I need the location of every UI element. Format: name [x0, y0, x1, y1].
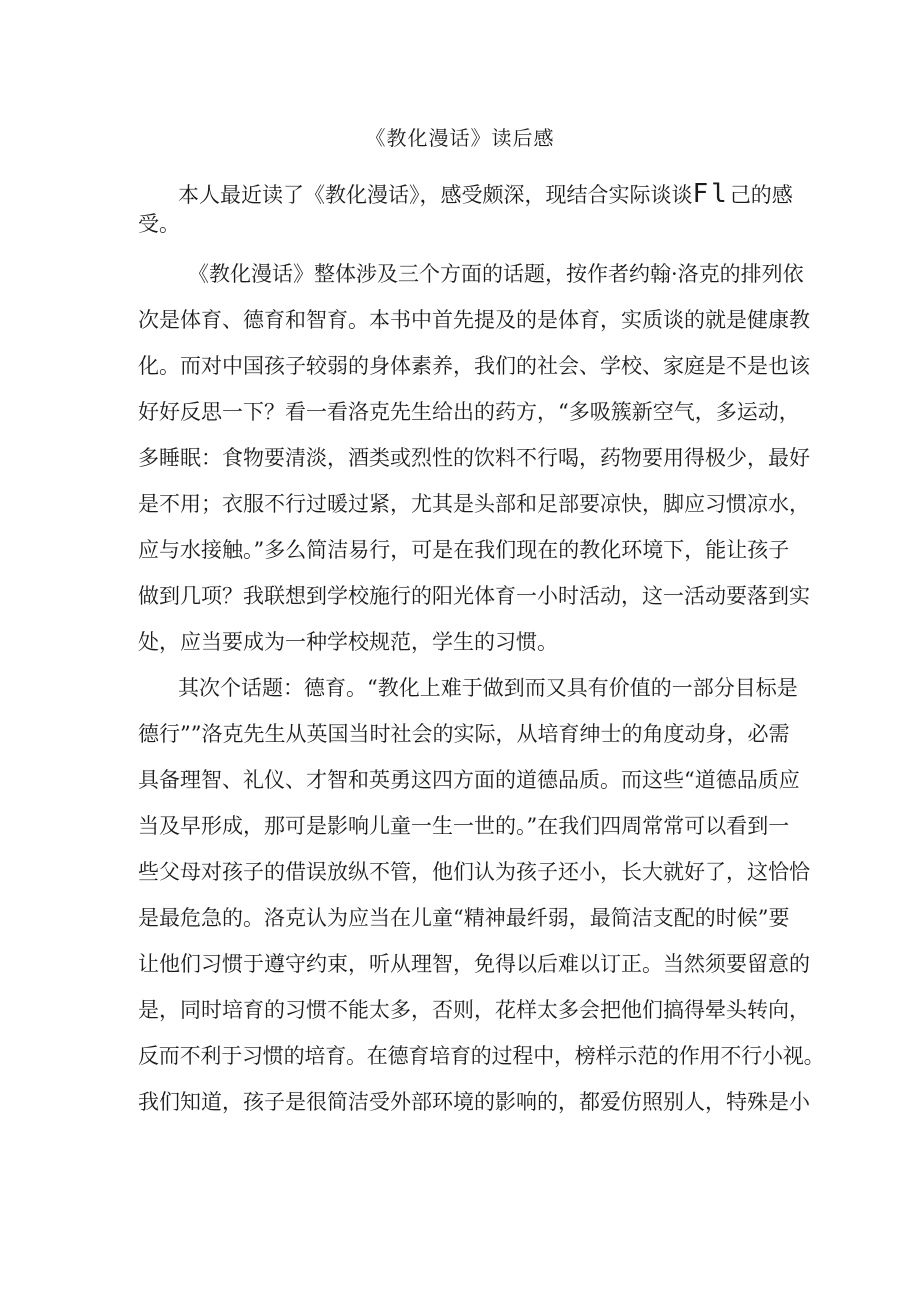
paragraph-2-line: 做到几项？我联想到学校施行的阳光体育一小时活动，这一活动要落到实 [138, 584, 810, 608]
paragraph-3-line: 德行””洛克先生从英国当时社会的实际，从培育绅士的角度动身，必需 [138, 722, 790, 746]
paragraph-3-line: 反而不利于习惯的培育。在德育培育的过程中，榜样示范的作用不行小视。 [138, 1044, 825, 1068]
paragraph-3-line: 我们知道，孩子是很简洁受外部环境的影响的，都爱仿照别人，特殊是小 [138, 1090, 810, 1114]
document-title: 《教化漫话》读后感 [365, 126, 555, 150]
paragraph-2-line: 《教化漫话》整体涉及三个方面的话题，按作者约翰·洛克的排列依 [188, 262, 804, 286]
paragraph-3-line: 让他们习惯于遵守约束，听从理智，免得以后难以订正。当然须要留意的 [138, 952, 810, 976]
paragraph-2-line: 多睡眠：食物要清淡，酒类或烈性的饮料不行喝，药物要用得极少，最好 [138, 446, 810, 470]
paragraph-1-text: 本人最近读了《教化漫话》，感受颇深，现结合实际谈谈 [178, 183, 693, 207]
paragraph-2-line: 是不用；衣服不行过暖过紧，尤其是头部和足部要凉快，脚应习惯凉水， [138, 492, 810, 516]
garbled-text: Fl [692, 179, 730, 209]
paragraph-3-line: 是，同时培育的习惯不能太多，否则，花样太多会把他们搞得晕头转向， [138, 998, 810, 1022]
paragraph-1-line-1 [178, 179, 798, 210]
paragraph-1-text: 己的感 [729, 183, 793, 207]
paragraph-3-line: 是最危急的。洛克认为应当在儿童“精神最纤弱，最简洁支配的时候”要 [138, 906, 790, 930]
paragraph-3-line: 当及早形成，那可是影响儿童一生一世的。”在我们四周常常可以看到一 [138, 814, 790, 838]
paragraph-2-line: 应与水接触。”多么简洁易行，可是在我们现在的教化环境下，能让孩子 [138, 538, 790, 562]
paragraph-2-line: 处，应当要成为一种学校规范，学生的习惯。 [138, 630, 558, 654]
paragraph-3-line: 具备理智、礼仪、才智和英勇这四方面的道德品质。而这些“道德品质应 [138, 768, 800, 792]
paragraph-2-line: 好好反思一下？看一看洛克先生给出的药方，“多吸簇新空气，多运动， [138, 400, 800, 424]
paragraph-1-line-2: 受。 [138, 212, 180, 236]
paragraph-2-line: 次是体育、德育和智育。本书中首先提及的是体育，实质谈的就是健康教 [138, 308, 810, 332]
paragraph-3-line: 些父母对孩子的借误放纵不管，他们认为孩子还小，长大就好了，这恰恰 [138, 860, 810, 884]
paragraph-3-line: 其次个话题：德育。“教化上难于做到而又具有价值的一部分目标是 [178, 676, 798, 700]
paragraph-2-line: 化。而对中国孩子较弱的身体素养，我们的社会、学校、家庭是不是也该 [138, 354, 810, 378]
